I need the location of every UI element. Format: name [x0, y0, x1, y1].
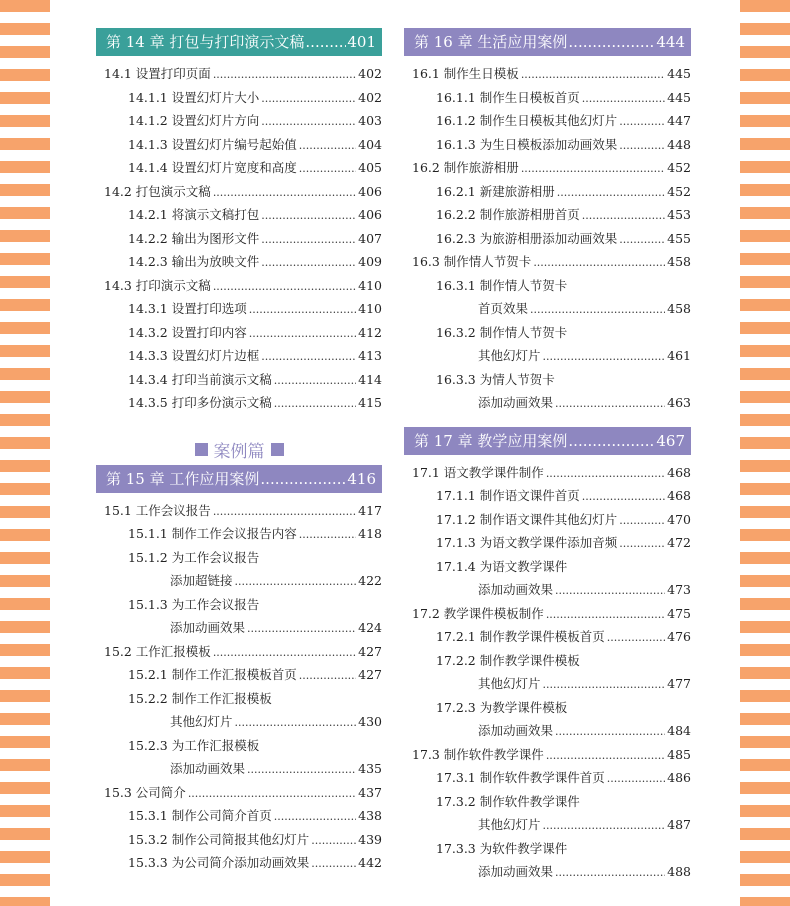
- toc-entry-page: 486: [667, 770, 691, 785]
- dot-leader: [555, 861, 665, 885]
- toc-entry-page: 402: [358, 66, 382, 81]
- chapter-17-header[interactable]: [404, 427, 691, 455]
- toc-entry-page: 458: [667, 254, 691, 269]
- toc-entry[interactable]: [404, 86, 691, 110]
- left-stripe-decoration: [0, 0, 50, 906]
- toc-entry-page: 418: [358, 526, 382, 541]
- toc-entry-page: 438: [358, 808, 382, 823]
- dot-leader: [619, 228, 665, 252]
- toc-entry-title: 15.3.3 为公司简介添加动画效果: [128, 855, 310, 870]
- toc-entry-title: 14.1 设置打印页面: [104, 66, 211, 81]
- toc-entry-title: 16.3.3 为情人节贺卡: [436, 371, 555, 387]
- toc-entry[interactable]: [404, 62, 691, 86]
- toc-entry-page: 484: [667, 723, 691, 738]
- toc-entry[interactable]: [404, 625, 691, 649]
- toc-entry-page: 430: [358, 714, 382, 729]
- dot-leader: [619, 509, 665, 533]
- toc-entry-title: 16.2 制作旅游相册: [412, 160, 519, 175]
- toc-entry-title: 其他幻灯片: [478, 817, 541, 832]
- toc-entry[interactable]: [404, 484, 691, 508]
- dot-leader: [546, 462, 665, 486]
- square-bullet-icon: [195, 443, 208, 456]
- toc-entry-page: 448: [667, 136, 691, 152]
- toc-entry[interactable]: [404, 250, 691, 274]
- toc-entry-title: 15.3.1 制作公司简介首页: [128, 808, 272, 823]
- toc-entry-title: 15.2.2 制作工作汇报模板: [128, 690, 272, 706]
- toc-entry-page: 422: [358, 573, 382, 588]
- toc-entry-title: 14.3.4 打印当前演示文稿: [128, 371, 272, 387]
- toc-entry-page: 427: [358, 643, 382, 659]
- toc-entry-page: 488: [667, 864, 691, 879]
- toc-entry-page: 472: [667, 535, 691, 550]
- dot-leader: [582, 485, 665, 509]
- toc-entry-title: 17.1 语文教学课件制作: [412, 464, 544, 480]
- toc-entry[interactable]: [96, 640, 382, 664]
- toc-entry-page: 412: [358, 324, 382, 340]
- toc-entry[interactable]: [404, 602, 691, 626]
- toc-entry-title: 17.1.1 制作语文课件首页: [436, 488, 580, 503]
- dot-leader: [619, 110, 665, 134]
- section-title-text: 案例篇: [213, 442, 265, 462]
- toc-entry-title: 14.1.4 设置幻灯片宽度和高度: [128, 160, 297, 175]
- toc-entry-page: 407: [358, 230, 382, 246]
- toc-entry-page: 452: [667, 183, 691, 199]
- toc-entry[interactable]: [96, 687, 382, 711]
- toc-entry[interactable]: [404, 391, 691, 415]
- toc-entry[interactable]: [404, 790, 691, 814]
- toc-entry-title: 其他幻灯片: [478, 676, 541, 691]
- toc-entry-title: 17.3.2 制作软件教学课件: [436, 793, 580, 809]
- toc-entry-page: 473: [667, 582, 691, 597]
- toc-entry-title: 17.2.1 制作教学课件模板首页: [436, 629, 605, 644]
- toc-entry[interactable]: [404, 274, 691, 298]
- chapter-16-entries: [404, 62, 691, 415]
- toc-entry-page: 404: [358, 136, 382, 152]
- toc-entry-title: 14.3.1 设置打印选项: [128, 301, 247, 316]
- toc-entry[interactable]: [404, 156, 691, 180]
- toc-entry-page: 413: [358, 348, 382, 363]
- toc-entry[interactable]: [404, 766, 691, 790]
- toc-entry[interactable]: [404, 649, 691, 673]
- dot-leader: [188, 782, 356, 806]
- dot-leader: [568, 427, 655, 455]
- toc-entry-title: 添加动画效果: [478, 582, 554, 597]
- toc-entry[interactable]: [96, 593, 382, 617]
- chapter-14-header[interactable]: [96, 28, 382, 56]
- chapter-14-entries: [96, 62, 382, 415]
- chapter-title: 第 15 章 工作应用案例: [106, 469, 260, 488]
- dot-leader: [533, 251, 665, 275]
- dot-leader: [555, 720, 665, 744]
- toc-entry[interactable]: [96, 62, 382, 86]
- toc-entry-title: 16.3 制作情人节贺卡: [412, 254, 532, 269]
- toc-entry-title: 16.2.3 为旅游相册添加动画效果: [436, 230, 618, 246]
- toc-entry-page: 435: [358, 761, 382, 776]
- toc-entry-page: 475: [667, 605, 691, 621]
- toc-entry[interactable]: [404, 344, 691, 368]
- toc-entry[interactable]: [404, 461, 691, 485]
- toc-entry-page: 445: [667, 89, 691, 105]
- toc-entry-title: 16.1.1 制作生日模板首页: [436, 89, 580, 105]
- toc-entry-page: 458: [667, 301, 691, 316]
- toc-entry-page: 461: [667, 348, 691, 363]
- dot-leader: [311, 829, 356, 853]
- toc-entry-title: 16.1 制作生日模板: [412, 66, 519, 81]
- toc-entry[interactable]: [404, 508, 691, 532]
- toc-entry-title: 14.2.1 将演示文稿打包: [128, 207, 260, 222]
- dot-leader: [299, 157, 356, 181]
- dot-leader: [299, 134, 356, 158]
- toc-entry[interactable]: [404, 837, 691, 861]
- dot-leader: [261, 204, 356, 228]
- toc-entry-title: 17.3.3 为软件教学课件: [436, 840, 568, 856]
- toc-entry-page: 453: [667, 207, 691, 222]
- toc-entry-page: 442: [358, 855, 382, 870]
- toc-entry[interactable]: [404, 180, 691, 204]
- toc-entry-title: 16.1.3 为生日模板添加动画效果: [436, 136, 618, 152]
- dot-leader: [568, 28, 655, 56]
- toc-entry[interactable]: [96, 344, 382, 368]
- toc-entry-page: 410: [358, 301, 382, 316]
- toc-entry[interactable]: [96, 781, 382, 805]
- toc-entry-title: 17.3 制作软件教学课件: [412, 746, 544, 762]
- toc-entry-page: 427: [358, 667, 382, 682]
- toc-entry-title: 添加动画效果: [478, 864, 554, 879]
- toc-entry[interactable]: [96, 499, 382, 523]
- toc-entry-page: 445: [667, 66, 691, 81]
- toc-entry-page: 452: [667, 160, 691, 175]
- toc-entry-page: 487: [667, 817, 691, 832]
- toc-entry-title: 14.2 打包演示文稿: [104, 183, 211, 199]
- toc-entry-page: 439: [358, 831, 382, 847]
- toc-entry-page: 463: [667, 395, 691, 410]
- dot-leader: [530, 298, 665, 322]
- toc-entry-page: 476: [667, 629, 691, 644]
- toc-entry[interactable]: [404, 109, 691, 133]
- toc-entry[interactable]: [404, 719, 691, 743]
- toc-entry-title: 添加动画效果: [478, 395, 554, 410]
- toc-entry[interactable]: [96, 546, 382, 570]
- toc-entry-title: 14.3.2 设置打印内容: [128, 324, 247, 340]
- toc-entry[interactable]: [96, 757, 382, 781]
- dot-leader: [546, 744, 665, 768]
- toc-entry[interactable]: [96, 180, 382, 204]
- toc-entry-title: 14.1.2 设置幻灯片方向: [128, 113, 260, 128]
- toc-entry-page: 477: [667, 676, 691, 691]
- toc-entry[interactable]: [404, 860, 691, 884]
- chapter-page: 416: [347, 469, 376, 488]
- toc-entry-title: 15.1.3 为工作会议报告: [128, 596, 260, 612]
- toc-entry-page: 405: [358, 160, 382, 175]
- toc-entry[interactable]: [96, 203, 382, 227]
- toc-entry[interactable]: [404, 555, 691, 579]
- toc-entry[interactable]: [404, 672, 691, 696]
- dot-leader: [261, 251, 356, 275]
- toc-entry-title: 15.1.1 制作工作会议报告内容: [128, 526, 297, 541]
- dot-leader: [213, 63, 356, 87]
- dot-leader: [543, 345, 666, 369]
- toc-entry-title: 15.3 公司简介: [104, 784, 186, 800]
- toc-entry-title: 15.2.1 制作工作汇报模板首页: [128, 667, 297, 682]
- chapter-17-entries: [404, 461, 691, 884]
- chapter-15-entries: [96, 499, 382, 875]
- dot-leader: [274, 805, 356, 829]
- toc-entry[interactable]: [404, 813, 691, 837]
- dot-leader: [607, 626, 665, 650]
- toc-entry-title: 17.3.1 制作软件教学课件首页: [436, 770, 605, 785]
- toc-entry[interactable]: [96, 522, 382, 546]
- toc-entry[interactable]: [404, 297, 691, 321]
- dot-leader: [249, 298, 356, 322]
- dot-leader: [619, 532, 665, 556]
- toc-entry-page: 402: [358, 89, 382, 105]
- toc-entry-page: 470: [667, 511, 691, 527]
- toc-entry-title: 添加超链接: [170, 573, 233, 588]
- dot-leader: [521, 63, 665, 87]
- toc-entry[interactable]: [404, 531, 691, 555]
- toc-entry-page: 406: [358, 183, 382, 199]
- toc-entry-title: 15.3.2 制作公司简报其他幻灯片: [128, 831, 310, 847]
- dot-leader: [213, 641, 356, 665]
- toc-entry-title: 16.2.1 新建旅游相册: [436, 183, 555, 199]
- toc-entry-title: 16.3.1 制作情人节贺卡: [436, 277, 568, 293]
- toc-entry-title: 17.1.4 为语文教学课件: [436, 558, 568, 574]
- dot-leader: [555, 579, 665, 603]
- dot-leader: [546, 603, 665, 627]
- square-bullet-icon: [271, 443, 284, 456]
- dot-leader: [305, 28, 346, 56]
- toc-entry[interactable]: [96, 368, 382, 392]
- toc-entry[interactable]: [404, 203, 691, 227]
- dot-leader: [261, 110, 356, 134]
- toc-entry[interactable]: [404, 133, 691, 157]
- toc-entry-title: 14.3 打印演示文稿: [104, 277, 211, 293]
- dot-leader: [213, 181, 356, 205]
- toc-entry-page: 455: [667, 230, 691, 246]
- chapter-page: 467: [656, 431, 685, 450]
- chapter-title: 第 17 章 教学应用案例: [414, 431, 568, 450]
- toc-entry-title: 添加动画效果: [478, 723, 554, 738]
- toc-entry-page: 414: [358, 371, 382, 387]
- toc-entry[interactable]: [96, 297, 382, 321]
- toc-entry-page: 409: [358, 254, 382, 269]
- toc-entry[interactable]: [96, 804, 382, 828]
- toc-entry-page: 437: [358, 784, 382, 800]
- right-stripe-decoration: [740, 0, 790, 906]
- dot-leader: [247, 758, 356, 782]
- chapter-16-header[interactable]: [404, 28, 691, 56]
- toc-entry-title: 其他幻灯片: [478, 348, 541, 363]
- dot-leader: [261, 345, 356, 369]
- toc-entry[interactable]: [404, 743, 691, 767]
- dot-leader: [235, 711, 357, 735]
- toc-entry[interactable]: [96, 109, 382, 133]
- dot-leader: [260, 465, 346, 493]
- dot-leader: [274, 369, 356, 393]
- dot-leader: [311, 852, 356, 876]
- toc-entry-title: 14.3.5 打印多份演示文稿: [128, 395, 272, 410]
- toc-entry[interactable]: [96, 710, 382, 734]
- toc-entry[interactable]: [404, 578, 691, 602]
- toc-entry[interactable]: [96, 227, 382, 251]
- section-title: [96, 435, 382, 465]
- toc-entry[interactable]: [96, 828, 382, 852]
- toc-entry[interactable]: [96, 391, 382, 415]
- dot-leader: [543, 814, 666, 838]
- toc-entry[interactable]: [96, 321, 382, 345]
- toc-entry[interactable]: [404, 368, 691, 392]
- toc-entry-title: 14.1.1 设置幻灯片大小: [128, 89, 260, 105]
- toc-entry-title: 14.3.3 设置幻灯片边框: [128, 348, 260, 363]
- toc-entry-page: 410: [358, 277, 382, 293]
- dot-leader: [582, 204, 665, 228]
- right-column: [404, 0, 691, 884]
- dot-leader: [249, 322, 356, 346]
- dot-leader: [261, 228, 356, 252]
- toc-entry-title: 15.1 工作会议报告: [104, 502, 211, 518]
- toc-entry[interactable]: [96, 133, 382, 157]
- toc-entry-title: 添加动画效果: [170, 761, 246, 776]
- toc-entry-page: 415: [358, 395, 382, 410]
- toc-entry-title: 17.2.2 制作教学课件模板: [436, 652, 580, 668]
- dot-leader: [555, 392, 665, 416]
- toc-entry-page: 447: [667, 113, 691, 128]
- left-column: [96, 0, 382, 875]
- toc-entry-title: 14.2.2 输出为图形文件: [128, 230, 260, 246]
- toc-entry-page: 485: [667, 746, 691, 762]
- dot-leader: [247, 617, 356, 641]
- toc-entry-title: 16.2.2 制作旅游相册首页: [436, 207, 580, 222]
- chapter-title: 第 16 章 生活应用案例: [414, 33, 568, 51]
- toc-entry-title: 17.2.3 为教学课件模板: [436, 699, 568, 715]
- toc-entry-title: 16.3.2 制作情人节贺卡: [436, 324, 568, 340]
- toc-entry-title: 17.2 教学课件模板制作: [412, 605, 544, 621]
- toc-entry-title: 15.2.3 为工作汇报模板: [128, 737, 260, 753]
- dot-leader: [582, 87, 665, 111]
- toc-entry-page: 468: [667, 488, 691, 503]
- dot-leader: [543, 673, 666, 697]
- toc-entry[interactable]: [96, 663, 382, 687]
- toc-entry-page: 406: [358, 207, 382, 222]
- toc-entry-title: 14.1.3 设置幻灯片编号起始值: [128, 136, 297, 152]
- toc-entry-page: 417: [358, 502, 382, 518]
- toc-entry-page: 424: [358, 620, 382, 635]
- dot-leader: [235, 570, 357, 594]
- dot-leader: [213, 500, 356, 524]
- toc-entry[interactable]: [96, 616, 382, 640]
- toc-entry-title: 添加动画效果: [170, 620, 246, 635]
- dot-leader: [299, 523, 356, 547]
- dot-leader: [274, 392, 356, 416]
- toc-entry[interactable]: [96, 569, 382, 593]
- dot-leader: [299, 664, 356, 688]
- toc-entry-title: 17.1.2 制作语文课件其他幻灯片: [436, 511, 618, 527]
- toc-entry[interactable]: [96, 851, 382, 875]
- toc-entry-title: 17.1.3 为语文教学课件添加音频: [436, 535, 618, 550]
- toc-entry[interactable]: [404, 321, 691, 345]
- toc-entry[interactable]: [96, 274, 382, 298]
- toc-entry[interactable]: [404, 696, 691, 720]
- dot-leader: [261, 87, 356, 111]
- toc-entry-title: 14.2.3 输出为放映文件: [128, 254, 260, 269]
- dot-leader: [521, 157, 665, 181]
- toc-entry[interactable]: [96, 250, 382, 274]
- toc-entry[interactable]: [96, 86, 382, 110]
- chapter-page: 401: [347, 33, 376, 51]
- chapter-15-header[interactable]: [96, 465, 382, 493]
- dot-leader: [557, 181, 665, 205]
- toc-entry[interactable]: [404, 227, 691, 251]
- toc-entry-title: 15.2 工作汇报模板: [104, 643, 211, 659]
- toc-entry-title: 首页效果: [478, 301, 529, 316]
- dot-leader: [607, 767, 665, 791]
- toc-entry-title: 其他幻灯片: [170, 714, 233, 729]
- chapter-page: 444: [656, 33, 685, 51]
- toc-entry-title: 15.1.2 为工作会议报告: [128, 549, 260, 565]
- toc-entry-page: 468: [667, 464, 691, 480]
- dot-leader: [213, 275, 356, 299]
- toc-entry[interactable]: [96, 734, 382, 758]
- dot-leader: [619, 134, 665, 158]
- toc-entry-title: 16.1.2 制作生日模板其他幻灯片: [436, 113, 618, 128]
- toc-entry-page: 403: [358, 113, 382, 128]
- chapter-title: 第 14 章 打包与打印演示文稿: [106, 33, 305, 51]
- toc-entry[interactable]: [96, 156, 382, 180]
